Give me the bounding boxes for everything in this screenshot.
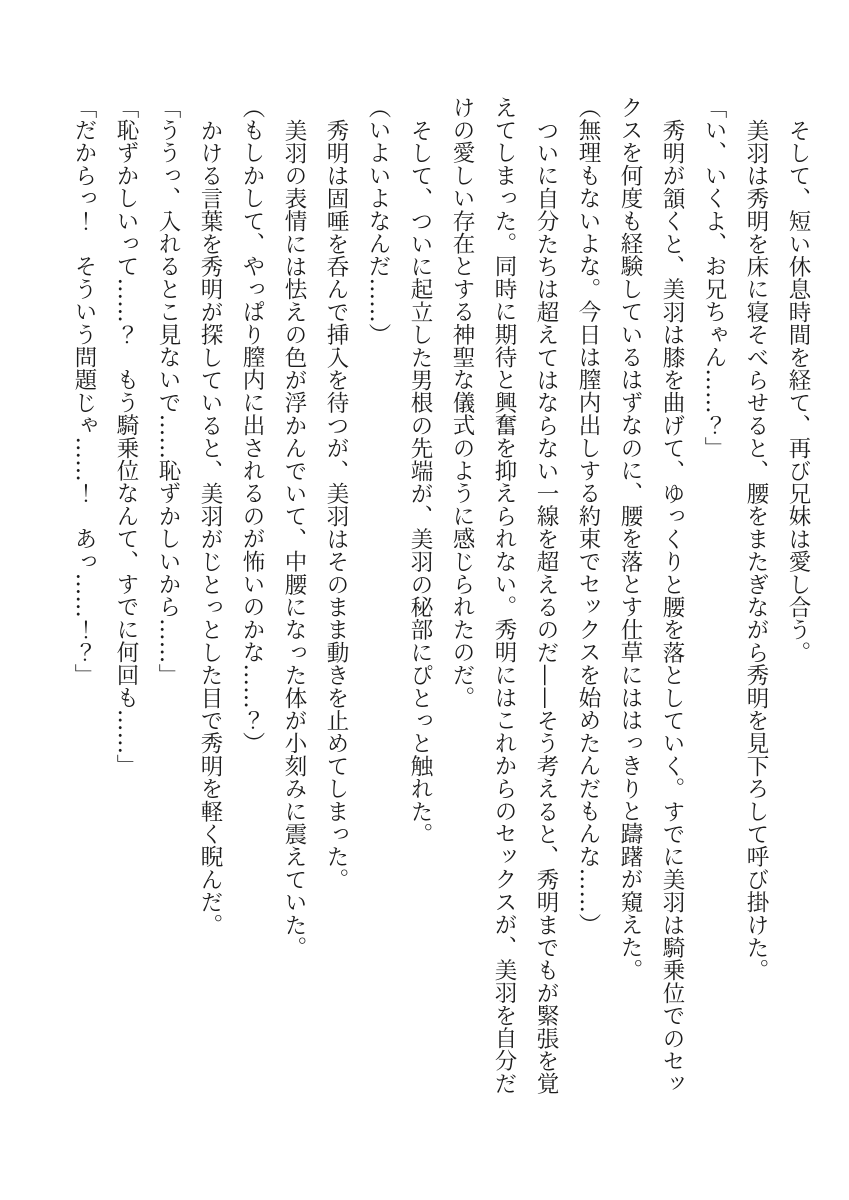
novel-text <box>63 96 819 1096</box>
paragraph-dialogue: 「だからっ！ そういう問題じゃ……！ あっ……！？」 <box>71 96 97 687</box>
paragraph: ついに自分たちは超えてはならない一線を超えるのだ——そう考えると、秀明までもが緊張を覚えてしまった。同時に期待と興奮を抑えられない。秀明にはこれからのセックスが、美羽を自分だけの愛しい存在とする神聖な儀式のように感じられたのだ。 <box>449 96 559 1095</box>
paragraph-dialogue: 「い、いくよ、お兄ちゃん……？」 <box>701 96 727 460</box>
paragraph-thought: （もしかして、やっぱり膣内に出されるのが怖いのかな……？） <box>239 96 265 755</box>
paragraph-dialogue: 「恥ずかしいって……？ もう騎乗位なんて、すでに何回も……」 <box>113 96 139 777</box>
paragraph: 秀明が頷くと、美羽は膝を曲げて、ゆっくりと腰を落としていく。すでに美羽は騎乗位でのセックスを何度も経験しているはずなのに、腰を落とす仕草にははっきりと躊躇が窺えた。 <box>617 96 685 1095</box>
paragraph: そして、短い休息時間を経て、再び兄妹は愛し合う。 <box>785 118 811 664</box>
paragraph: かける言葉を秀明が探していると、美羽がじとっとした目で秀明を軽く睨んだ。 <box>197 118 223 936</box>
paragraph: そして、ついに起立した男根の先端が、美羽の秘部にぴとっと触れた。 <box>407 118 433 845</box>
paragraph: 美羽の表情には怯えの色が浮かんでいて、中腰になった体が小刻みに震えていた。 <box>281 118 307 959</box>
paragraph: 秀明は固唾を呑んで挿入を待つが、美羽はそのまま動きを止めてしまった。 <box>323 118 349 891</box>
paragraph: 美羽は秀明を床に寝そべらせると、腰をまたぎながら秀明を見下ろして呼び掛けた。 <box>743 118 769 982</box>
paragraph-thought: （いよいよなんだ……） <box>365 96 391 346</box>
paragraph-dialogue: 「ううっ、入れるとこ見ないで……恥ずかしいから……」 <box>155 96 181 687</box>
paragraph-thought: （無理もないよな。今日は膣内出しする約束でセックスを始めたんだもんな……） <box>575 96 601 936</box>
